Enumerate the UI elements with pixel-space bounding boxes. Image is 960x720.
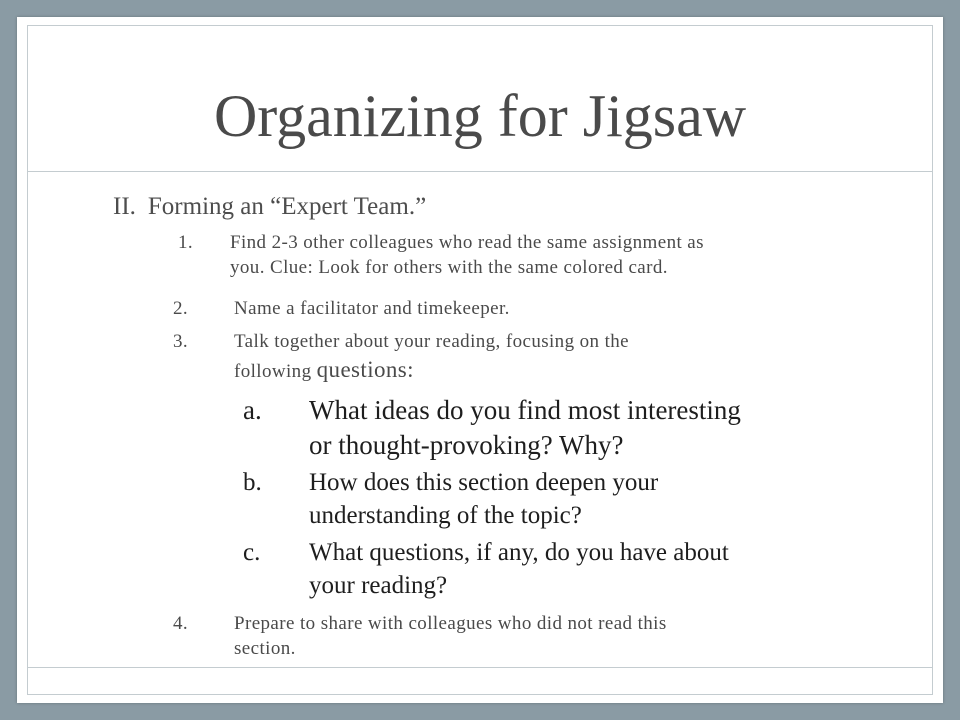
question-text-line: or thought-provoking? Why? [309, 430, 624, 461]
step-number: 1. [178, 232, 194, 253]
step-text-line: Talk together about your reading, focusing on the [234, 331, 629, 352]
step-text-line: Name a facilitator and timekeeper. [234, 298, 510, 319]
step-2 [173, 297, 510, 322]
title-divider [27, 171, 933, 172]
step-text-line: Find 2-3 other colleagues who read the same assignment as [230, 232, 704, 253]
step-text-line: section. [234, 637, 296, 659]
question-text-line: How does this section deepen your [309, 469, 659, 496]
slide [17, 17, 943, 703]
step-text-line: you. Clue: Look for others with the same colored card. [230, 256, 668, 278]
step-number: 2. [173, 298, 189, 319]
step-number: 4. [173, 613, 189, 634]
question-letter: a. [243, 395, 262, 425]
step-text-line [234, 355, 629, 385]
step-1 [178, 231, 704, 280]
step-number: 3. [173, 331, 189, 352]
step-4 [173, 612, 667, 661]
question-letter: c. [243, 539, 261, 566]
question-text-line: your reading? [309, 571, 448, 599]
question-text-line: What questions, if any, do you have about [309, 539, 729, 566]
section-heading [113, 192, 426, 222]
step-text-line: Prepare to share with colleagues who did not read this [234, 613, 667, 634]
question-c [243, 537, 869, 602]
section-heading-text: Forming an “Expert Team.” [147, 193, 427, 220]
section-number: II. [113, 193, 136, 220]
question-letter: b. [243, 469, 262, 496]
step-3 [173, 330, 629, 385]
question-text-line: What ideas do you find most interesting [309, 395, 741, 425]
slide-title: Organizing for Jigsaw [213, 83, 747, 149]
question-b [243, 467, 869, 532]
question-text-line: understanding of the topic? [309, 501, 582, 529]
footer-divider [27, 667, 933, 668]
step-text-part: following [234, 360, 317, 382]
step-text-emphasis: questions: [316, 356, 414, 382]
question-a [243, 393, 869, 463]
